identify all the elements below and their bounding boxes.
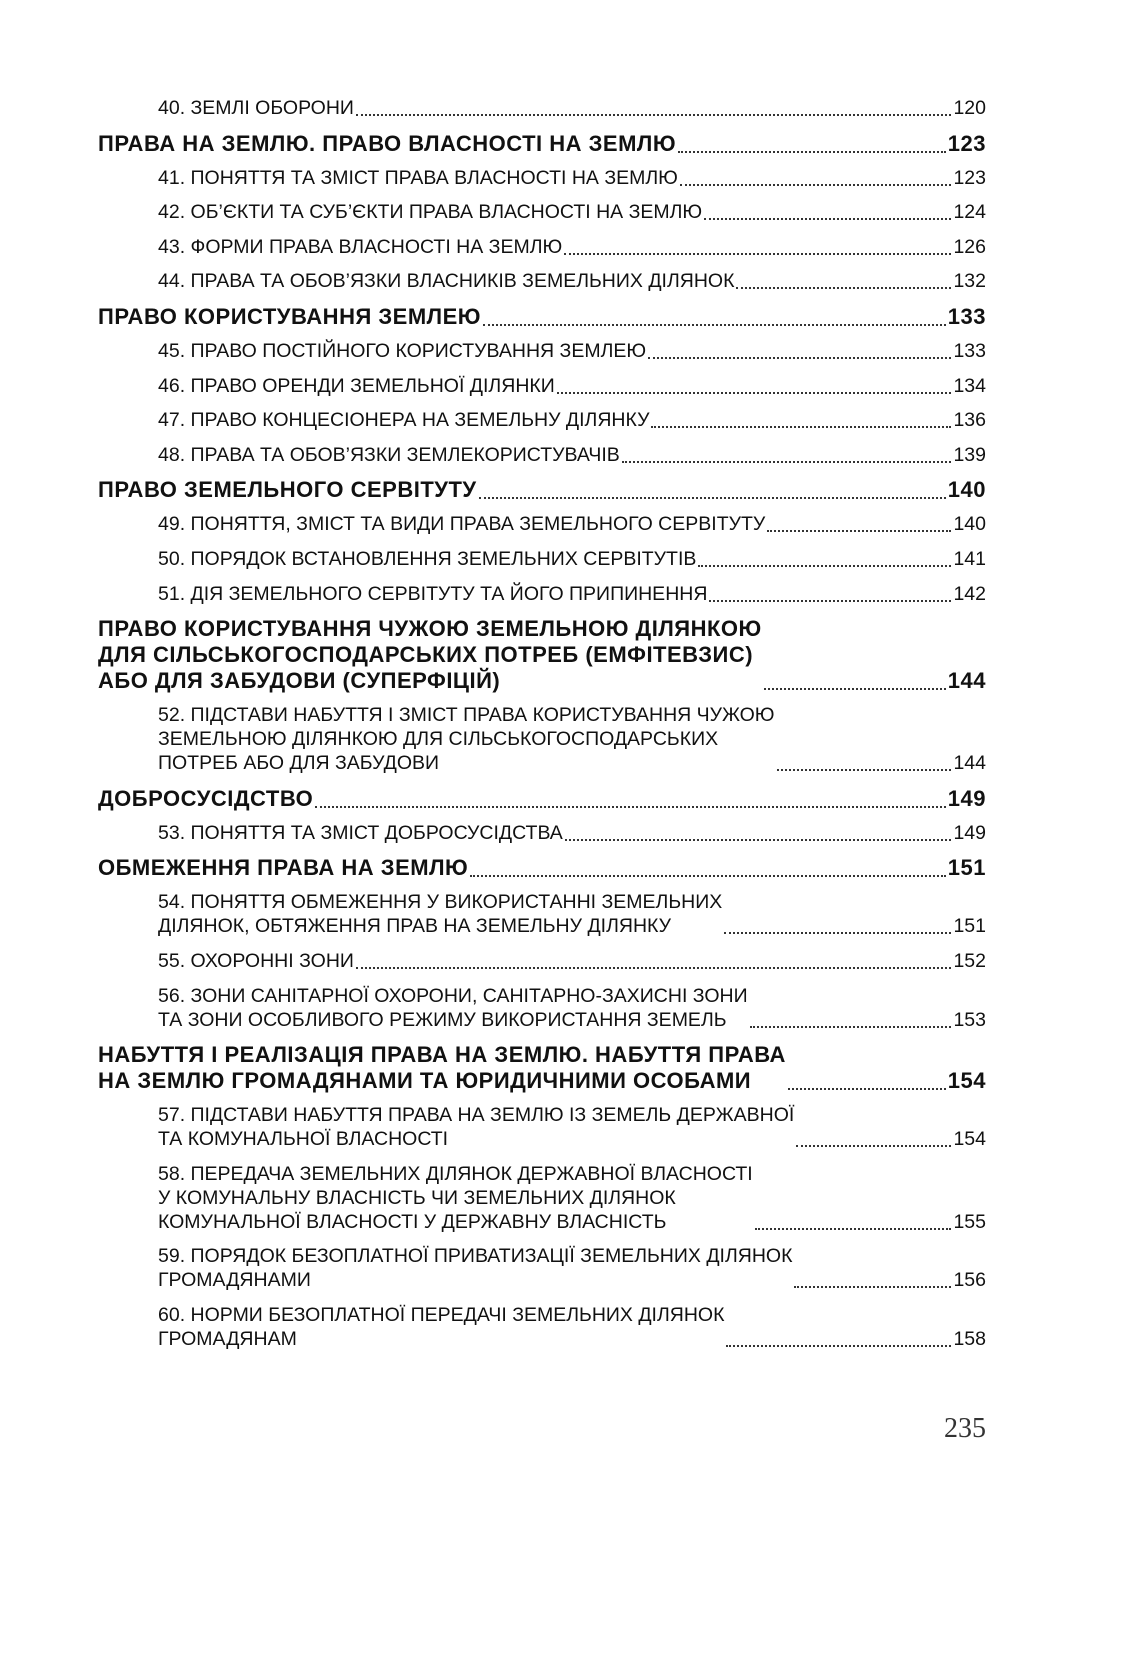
toc-page-number: 144	[953, 752, 986, 775]
toc-entry-title	[158, 547, 696, 571]
toc-item	[98, 374, 986, 398]
toc-entry-title	[158, 1244, 792, 1292]
toc-entry-title	[158, 1103, 794, 1151]
toc-item	[98, 949, 986, 973]
toc-entry-title-line: 59. ПОРЯДОК БЕЗОПЛАТНОЇ ПРИВАТИЗАЦІЇ ЗЕМЕЛЬНИХ ДІЛЯНОК	[158, 1245, 793, 1268]
toc-entry-title-line: ПОТРЕБ АБО ДЛЯ ЗАБУДОВИ	[158, 752, 440, 775]
toc-entry-title-line: ПРАВО КОРИСТУВАННЯ ЧУЖОЮ ЗЕМЕЛЬНОЮ ДІЛЯНКОЮ	[98, 616, 762, 642]
toc-section-heading	[98, 131, 986, 157]
toc-entry-title-line: НА ЗЕМЛЮ ГРОМАДЯНАМИ ТА ЮРИДИЧНИМИ ОСОБАМИ	[98, 1068, 752, 1094]
toc-page-number: 151	[947, 855, 986, 881]
toc-item	[98, 1244, 986, 1292]
toc-page-number: 140	[953, 513, 986, 536]
toc-entry-title-line: ТА КОМУНАЛЬНОЇ ВЛАСНОСТІ	[158, 1128, 449, 1151]
toc-entry-title-line: КОМУНАЛЬНОЇ ВЛАСНОСТІ У ДЕРЖАВНУ ВЛАСНІСТЬ	[158, 1210, 667, 1233]
toc-entry-title-line: 45. ПРАВО ПОСТІЙНОГО КОРИСТУВАННЯ ЗЕМЛЕЮ	[158, 339, 647, 362]
toc-entry-title-line: 48. ПРАВА ТА ОБОВ’ЯЗКИ ЗЕМЛЕКОРИСТУВАЧІВ	[158, 443, 620, 466]
dot-leader	[622, 461, 952, 463]
toc-entry-title-line: 50. ПОРЯДОК ВСТАНОВЛЕННЯ ЗЕМЕЛЬНИХ СЕРВІТУТІВ	[158, 547, 697, 570]
toc-page-number: 158	[953, 1327, 986, 1350]
toc-entry-title	[158, 408, 649, 432]
toc-page-number: 134	[953, 374, 986, 397]
toc-item	[98, 408, 986, 432]
toc-page-number: 133	[953, 339, 986, 362]
toc-entry-title	[158, 166, 678, 190]
toc-entry-title-line: У КОМУНАЛЬНУ ВЛАСНІСТЬ ЧИ ЗЕМЕЛЬНИХ ДІЛЯНОК	[158, 1186, 676, 1209]
toc-page-number: 153	[953, 1008, 986, 1031]
toc-entry-title-line: 44. ПРАВА ТА ОБОВ’ЯЗКИ ВЛАСНИКІВ ЗЕМЕЛЬНИХ ДІЛЯНОК	[158, 270, 735, 293]
toc-entry-title	[158, 703, 775, 775]
dot-leader	[750, 1026, 952, 1028]
toc-entry-title	[158, 984, 748, 1032]
dot-leader	[698, 565, 951, 567]
toc-entry-title	[98, 616, 762, 694]
toc-page-number: 124	[953, 201, 986, 224]
toc-page-number: 141	[953, 547, 986, 570]
toc-entry-title	[98, 131, 676, 157]
toc-page-number: 139	[953, 443, 986, 466]
toc-page-number: 123	[947, 130, 986, 156]
toc-entry-title-line: АБО ДЛЯ ЗАБУДОВИ (СУПЕРФІЦІЙ)	[98, 668, 501, 694]
toc-entry-title	[158, 200, 702, 224]
toc-entry-title-line: 60. НОРМИ БЕЗОПЛАТНОЇ ПЕРЕДАЧІ ЗЕМЕЛЬНИХ ДІЛЯНОК	[158, 1303, 725, 1326]
toc-entry-title	[98, 1042, 786, 1094]
toc-section-heading	[98, 1042, 986, 1094]
toc-page-number: 136	[953, 409, 986, 432]
toc-item	[98, 200, 986, 224]
toc-section-heading	[98, 616, 986, 694]
toc-item	[98, 512, 986, 536]
dot-leader	[564, 253, 951, 255]
toc-page-number: 154	[947, 1068, 986, 1094]
toc-item	[98, 96, 986, 120]
toc-entry-title-line: 56. ЗОНИ САНІТАРНОЇ ОХОРОНИ, САНІТАРНО-ЗАХИСНІ ЗОНИ	[158, 984, 748, 1007]
dot-leader	[356, 114, 952, 116]
dot-leader	[483, 324, 946, 326]
toc-item	[98, 821, 986, 845]
toc-entry-title-line: ПРАВО ЗЕМЕЛЬНОГО СЕРВІТУТУ	[98, 477, 477, 503]
dot-leader	[470, 875, 946, 877]
toc-page-number: 152	[953, 949, 986, 972]
toc-entry-title-line: 42. ОБ’ЄКТИ ТА СУБ’ЄКТИ ПРАВА ВЛАСНОСТІ НА ЗЕМЛЮ	[158, 201, 703, 224]
dot-leader	[764, 688, 946, 690]
toc-entry-title-line: 46. ПРАВО ОРЕНДИ ЗЕМЕЛЬНОЇ ДІЛЯНКИ	[158, 374, 555, 397]
toc-entry-title	[98, 304, 481, 330]
dot-leader	[565, 839, 952, 841]
dot-leader	[557, 392, 952, 394]
toc-entry-title-line: 51. ДІЯ ЗЕМЕЛЬНОГО СЕРВІТУТУ ТА ЙОГО ПРИПИНЕННЯ	[158, 582, 708, 605]
toc-item	[98, 1103, 986, 1151]
toc-page-number: 133	[947, 303, 986, 329]
dot-leader	[356, 967, 952, 969]
toc-item	[98, 166, 986, 190]
toc-entry-title-line: 49. ПОНЯТТЯ, ЗМІСТ ТА ВИДИ ПРАВА ЗЕМЕЛЬНОГО СЕРВІТУТУ	[158, 513, 766, 536]
toc-item	[98, 1303, 986, 1351]
toc-entry-title-line: 41. ПОНЯТТЯ ТА ЗМІСТ ПРАВА ВЛАСНОСТІ НА ЗЕМЛЮ	[158, 166, 678, 189]
toc-entry-title-line: 55. ОХОРОННІ ЗОНИ	[158, 949, 354, 972]
toc-item	[98, 339, 986, 363]
toc-item	[98, 582, 986, 606]
toc-item	[98, 547, 986, 571]
dot-leader	[680, 184, 952, 186]
toc-entry-title	[158, 821, 563, 845]
toc-entry-title	[98, 477, 477, 503]
toc-item	[98, 443, 986, 467]
dot-leader	[796, 1145, 951, 1147]
dot-leader	[726, 1345, 951, 1347]
toc-item	[98, 703, 986, 775]
page-number: 235	[944, 1413, 986, 1444]
dot-leader	[755, 1228, 952, 1230]
toc-entry-title-line: ГРОМАДЯНАМИ	[158, 1269, 311, 1292]
toc-page-number: 144	[947, 668, 986, 694]
toc-page-number: 149	[953, 821, 986, 844]
dot-leader	[736, 287, 951, 289]
dot-leader	[709, 600, 951, 602]
toc-entry-title-line: 58. ПЕРЕДАЧА ЗЕМЕЛЬНИХ ДІЛЯНОК ДЕРЖАВНОЇ ВЛАСНОСТІ	[158, 1162, 753, 1185]
toc-entry-title-line: ДІЛЯНОК, ОБТЯЖЕННЯ ПРАВ НА ЗЕМЕЛЬНУ ДІЛЯНКУ	[158, 915, 671, 938]
toc-page-number: 123	[953, 166, 986, 189]
toc-page-number: 149	[947, 785, 986, 811]
toc-entry-title-line: ДОБРОСУСІДСТВО	[98, 785, 314, 811]
dot-leader	[777, 769, 952, 771]
toc-page-number: 120	[953, 97, 986, 119]
toc-entry-title-line: ПРАВО КОРИСТУВАННЯ ЗЕМЛЕЮ	[98, 303, 481, 329]
toc-item	[98, 269, 986, 293]
toc-entry-title-line: НАБУТТЯ І РЕАЛІЗАЦІЯ ПРАВА НА ЗЕМЛЮ. НАБУТТЯ ПРАВА	[98, 1042, 786, 1068]
toc-entry-title	[158, 582, 707, 606]
toc-entry-title-line: 54. ПОНЯТТЯ ОБМЕЖЕННЯ У ВИКОРИСТАННІ ЗЕМЕЛЬНИХ	[158, 891, 723, 914]
toc-entry-title-line: ПРАВА НА ЗЕМЛЮ. ПРАВО ВЛАСНОСТІ НА ЗЕМЛЮ	[98, 130, 677, 156]
dot-leader	[648, 357, 951, 359]
dot-leader	[794, 1286, 951, 1288]
toc-entry-title	[158, 96, 354, 120]
toc-item	[98, 235, 986, 259]
toc-entry-title	[158, 269, 734, 293]
toc-entry-title-line: ДЛЯ СІЛЬСЬКОГОСПОДАРСЬКИХ ПОТРЕБ (ЕМФІТЕВЗИС)	[98, 642, 754, 668]
toc-entry-title-line: 57. ПІДСТАВИ НАБУТТЯ ПРАВА НА ЗЕМЛЮ ІЗ ЗЕМЕЛЬ ДЕРЖАВНОЇ	[158, 1104, 795, 1127]
toc-entry-title	[158, 374, 555, 398]
dot-leader	[315, 806, 946, 808]
toc-page-number: 155	[953, 1210, 986, 1233]
toc-entry-title-line: ЗЕМЕЛЬНОЮ ДІЛЯНКОЮ ДЛЯ СІЛЬСЬКОГОСПОДАРСЬКИХ	[158, 728, 719, 751]
dot-leader	[724, 932, 951, 934]
toc-page-number: 151	[953, 915, 986, 938]
toc-section-heading	[98, 304, 986, 330]
table-of-contents	[98, 96, 986, 1361]
toc-item	[98, 890, 986, 938]
toc-entry-title	[158, 443, 620, 467]
toc-entry-title	[98, 786, 313, 812]
toc-section-heading	[98, 855, 986, 881]
toc-entry-title-line: 43. ФОРМИ ПРАВА ВЛАСНОСТІ НА ЗЕМЛЮ	[158, 235, 563, 258]
toc-entry-title-line: 40. ЗЕМЛІ ОБОРОНИ	[158, 97, 354, 119]
toc-page-number: 142	[953, 582, 986, 605]
toc-entry-title-line: 52. ПІДСТАВИ НАБУТТЯ І ЗМІСТ ПРАВА КОРИСТУВАННЯ ЧУЖОЮ	[158, 704, 775, 727]
toc-entry-title	[158, 235, 562, 259]
toc-section-heading	[98, 477, 986, 503]
toc-entry-title	[158, 512, 765, 536]
toc-item	[98, 1162, 986, 1234]
toc-section-heading	[98, 786, 986, 812]
dot-leader	[767, 530, 951, 532]
dot-leader	[788, 1088, 946, 1090]
toc-entry-title-line: 47. ПРАВО КОНЦЕСІОНЕРА НА ЗЕМЕЛЬНУ ДІЛЯНКУ	[158, 409, 650, 432]
toc-entry-title-line: 53. ПОНЯТТЯ ТА ЗМІСТ ДОБРОСУСІДСТВА	[158, 821, 563, 844]
toc-entry-title-line: ТА ЗОНИ ОСОБЛИВОГО РЕЖИМУ ВИКОРИСТАННЯ ЗЕМЕЛЬ	[158, 1008, 727, 1031]
toc-page-number: 156	[953, 1269, 986, 1292]
toc-entry-title	[98, 855, 468, 881]
dot-leader	[678, 151, 946, 153]
dot-leader	[651, 426, 951, 428]
toc-entry-title	[158, 1162, 753, 1234]
toc-page-number: 126	[953, 235, 986, 258]
toc-page-number: 140	[947, 477, 986, 503]
toc-entry-title-line: ОБМЕЖЕННЯ ПРАВА НА ЗЕМЛЮ	[98, 855, 469, 881]
toc-page-number: 154	[953, 1128, 986, 1151]
toc-page-number: 132	[953, 270, 986, 293]
dot-leader	[704, 218, 951, 220]
dot-leader	[479, 497, 946, 499]
toc-entry-title	[158, 339, 646, 363]
toc-entry-title-line: ГРОМАДЯНАМ	[158, 1327, 297, 1350]
toc-entry-title	[158, 890, 722, 938]
toc-item	[98, 984, 986, 1032]
toc-entry-title	[158, 949, 354, 973]
toc-entry-title	[158, 1303, 724, 1351]
